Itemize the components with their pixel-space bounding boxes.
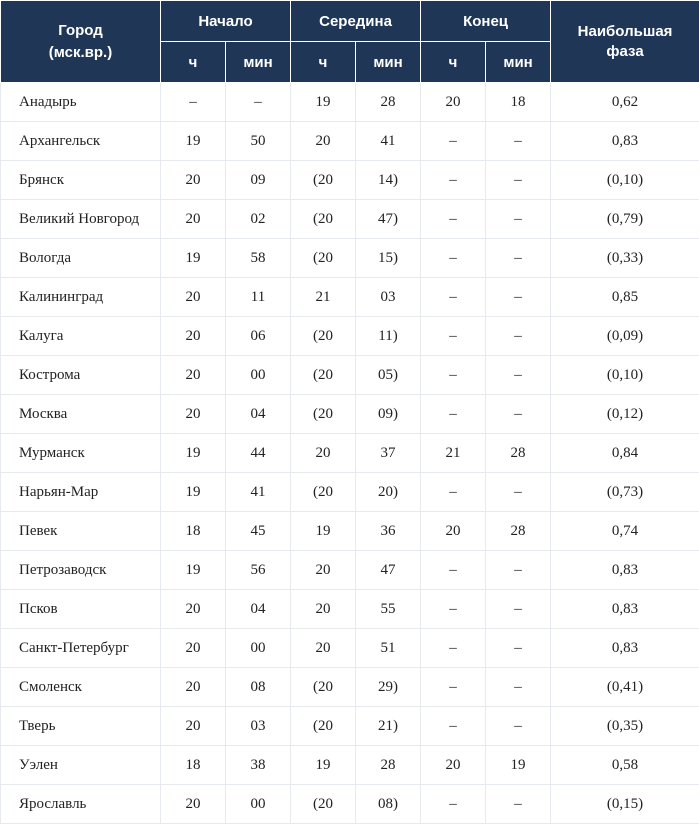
table-body (1, 83, 699, 824)
start-hour-cell: 18 (161, 512, 226, 551)
table-row (1, 473, 699, 512)
end-hour-cell: – (421, 590, 486, 629)
middle-hour-cell: 20 (291, 590, 356, 629)
table-row (1, 356, 699, 395)
start-minute-cell: 06 (226, 317, 291, 356)
max-phase-cell: (0,10) (551, 161, 699, 200)
table-row (1, 200, 699, 239)
city-cell: Смоленск (1, 668, 161, 707)
end-minute-cell: – (486, 239, 551, 278)
max-phase-cell: 0,74 (551, 512, 699, 551)
table-row (1, 551, 699, 590)
middle-minute-cell: 03 (356, 278, 421, 317)
end-hour-cell: 21 (421, 434, 486, 473)
start-minute-cell: 45 (226, 512, 291, 551)
end-minute-cell: – (486, 707, 551, 746)
start-minute-cell: 03 (226, 707, 291, 746)
middle-minute-cell: 47 (356, 551, 421, 590)
max-phase-cell: (0,15) (551, 785, 699, 824)
start-hour-header: ч (161, 42, 226, 83)
max-phase-cell: (0,33) (551, 239, 699, 278)
end-minute-cell: 19 (486, 746, 551, 785)
city-cell: Вологда (1, 239, 161, 278)
start-column-header: Начало (161, 1, 291, 42)
table-row (1, 434, 699, 473)
middle-minute-cell: 09) (356, 395, 421, 434)
max-phase-cell: 0,85 (551, 278, 699, 317)
city-cell: Уэлен (1, 746, 161, 785)
end-hour-header: ч (421, 42, 486, 83)
max-phase-cell: (0,35) (551, 707, 699, 746)
middle-hour-cell: 20 (291, 122, 356, 161)
start-hour-cell: 19 (161, 551, 226, 590)
start-minute-cell: 50 (226, 122, 291, 161)
start-hour-cell: 19 (161, 473, 226, 512)
table-row (1, 629, 699, 668)
start-hour-cell: 20 (161, 590, 226, 629)
end-hour-cell: – (421, 668, 486, 707)
end-minute-cell: – (486, 473, 551, 512)
middle-hour-cell: (20 (291, 473, 356, 512)
end-hour-cell: – (421, 239, 486, 278)
end-hour-cell: – (421, 317, 486, 356)
middle-hour-cell: (20 (291, 239, 356, 278)
end-minute-cell: – (486, 356, 551, 395)
start-hour-cell: 19 (161, 239, 226, 278)
middle-minute-cell: 08) (356, 785, 421, 824)
max-phase-cell: 0,83 (551, 122, 699, 161)
middle-minute-cell: 55 (356, 590, 421, 629)
city-cell: Москва (1, 395, 161, 434)
middle-minute-cell: 14) (356, 161, 421, 200)
max-phase-cell: 0,83 (551, 551, 699, 590)
end-minute-cell: 28 (486, 512, 551, 551)
end-hour-cell: – (421, 395, 486, 434)
start-minute-cell: 00 (226, 356, 291, 395)
start-minute-cell: 04 (226, 395, 291, 434)
middle-minute-cell: 28 (356, 83, 421, 122)
end-hour-cell: – (421, 473, 486, 512)
middle-hour-cell: (20 (291, 395, 356, 434)
city-header-sublabel: (мск.вр.) (49, 44, 112, 61)
end-hour-cell: – (421, 200, 486, 239)
max-phase-cell: (0,41) (551, 668, 699, 707)
start-hour-cell: 20 (161, 785, 226, 824)
middle-minute-cell: 47) (356, 200, 421, 239)
middle-hour-cell: 19 (291, 746, 356, 785)
end-minute-cell: – (486, 668, 551, 707)
middle-minute-cell: 36 (356, 512, 421, 551)
start-hour-cell: 18 (161, 746, 226, 785)
city-cell: Калининград (1, 278, 161, 317)
start-hour-cell: 20 (161, 395, 226, 434)
start-minute-cell: 04 (226, 590, 291, 629)
city-cell: Калуга (1, 317, 161, 356)
middle-minute-cell: 05) (356, 356, 421, 395)
city-cell: Тверь (1, 707, 161, 746)
table-row (1, 239, 699, 278)
phase-header-line1: Наибольшая (578, 23, 673, 40)
city-header-label: Город (58, 22, 103, 39)
start-minute-cell: 58 (226, 239, 291, 278)
start-hour-cell: 19 (161, 434, 226, 473)
middle-minute-cell: 15) (356, 239, 421, 278)
start-minute-cell: 41 (226, 473, 291, 512)
table-row (1, 161, 699, 200)
table-row (1, 278, 699, 317)
middle-column-header: Середина (291, 1, 421, 42)
end-minute-cell: – (486, 278, 551, 317)
max-phase-cell: 0,83 (551, 629, 699, 668)
end-hour-cell: – (421, 161, 486, 200)
max-phase-cell: (0,12) (551, 395, 699, 434)
start-hour-cell: – (161, 83, 226, 122)
phase-header-line2: фаза (606, 43, 643, 60)
middle-hour-cell: 20 (291, 629, 356, 668)
start-minute-cell: 11 (226, 278, 291, 317)
end-minute-cell: – (486, 122, 551, 161)
middle-minute-header: мин (356, 42, 421, 83)
middle-minute-cell: 37 (356, 434, 421, 473)
end-hour-cell: – (421, 122, 486, 161)
middle-hour-cell: (20 (291, 356, 356, 395)
middle-minute-cell: 20) (356, 473, 421, 512)
end-minute-cell: – (486, 161, 551, 200)
middle-hour-cell: 20 (291, 434, 356, 473)
city-column-header (1, 1, 161, 83)
max-phase-cell: 0,84 (551, 434, 699, 473)
start-minute-cell: – (226, 83, 291, 122)
table-row (1, 122, 699, 161)
city-cell: Архангельск (1, 122, 161, 161)
start-minute-cell: 02 (226, 200, 291, 239)
end-minute-cell: 18 (486, 83, 551, 122)
end-hour-cell: – (421, 785, 486, 824)
end-hour-cell: 20 (421, 512, 486, 551)
city-cell: Мурманск (1, 434, 161, 473)
city-cell: Брянск (1, 161, 161, 200)
city-cell: Великий Новгород (1, 200, 161, 239)
start-hour-cell: 20 (161, 356, 226, 395)
max-phase-cell: (0,79) (551, 200, 699, 239)
table-row (1, 746, 699, 785)
start-hour-cell: 19 (161, 122, 226, 161)
middle-hour-header: ч (291, 42, 356, 83)
middle-minute-cell: 41 (356, 122, 421, 161)
end-minute-header: мин (486, 42, 551, 83)
start-hour-cell: 20 (161, 668, 226, 707)
end-hour-cell: – (421, 629, 486, 668)
table-row (1, 668, 699, 707)
end-hour-cell: – (421, 707, 486, 746)
table-row (1, 317, 699, 356)
end-minute-cell: 28 (486, 434, 551, 473)
middle-minute-cell: 21) (356, 707, 421, 746)
middle-minute-cell: 28 (356, 746, 421, 785)
end-minute-cell: – (486, 200, 551, 239)
city-cell: Санкт-Петербург (1, 629, 161, 668)
city-cell: Анадырь (1, 83, 161, 122)
start-minute-cell: 00 (226, 785, 291, 824)
start-hour-cell: 20 (161, 629, 226, 668)
start-hour-cell: 20 (161, 317, 226, 356)
start-minute-cell: 56 (226, 551, 291, 590)
middle-hour-cell: 19 (291, 83, 356, 122)
max-phase-cell: (0,73) (551, 473, 699, 512)
middle-minute-cell: 29) (356, 668, 421, 707)
city-cell: Ярославль (1, 785, 161, 824)
start-minute-cell: 09 (226, 161, 291, 200)
start-minute-cell: 44 (226, 434, 291, 473)
start-hour-cell: 20 (161, 161, 226, 200)
start-hour-cell: 20 (161, 707, 226, 746)
middle-hour-cell: (20 (291, 200, 356, 239)
end-hour-cell: 20 (421, 83, 486, 122)
max-phase-cell: 0,58 (551, 746, 699, 785)
max-phase-cell: (0,09) (551, 317, 699, 356)
table-header (1, 1, 699, 83)
end-column-header: Конец (421, 1, 551, 42)
middle-hour-cell: 19 (291, 512, 356, 551)
middle-minute-cell: 51 (356, 629, 421, 668)
city-cell: Нарьян-Мар (1, 473, 161, 512)
end-hour-cell: 20 (421, 746, 486, 785)
start-minute-cell: 08 (226, 668, 291, 707)
max-phase-cell: (0,10) (551, 356, 699, 395)
end-minute-cell: – (486, 590, 551, 629)
end-minute-cell: – (486, 395, 551, 434)
middle-hour-cell: (20 (291, 317, 356, 356)
table-row (1, 512, 699, 551)
middle-minute-cell: 11) (356, 317, 421, 356)
start-minute-header: мин (226, 42, 291, 83)
middle-hour-cell: (20 (291, 785, 356, 824)
table-row (1, 83, 699, 122)
max-phase-cell: 0,62 (551, 83, 699, 122)
start-hour-cell: 20 (161, 200, 226, 239)
end-minute-cell: – (486, 785, 551, 824)
max-phase-cell: 0,83 (551, 590, 699, 629)
end-minute-cell: – (486, 317, 551, 356)
end-minute-cell: – (486, 551, 551, 590)
middle-hour-cell: 20 (291, 551, 356, 590)
city-cell: Псков (1, 590, 161, 629)
city-cell: Кострома (1, 356, 161, 395)
table-row (1, 785, 699, 824)
middle-hour-cell: 21 (291, 278, 356, 317)
end-hour-cell: – (421, 278, 486, 317)
middle-hour-cell: (20 (291, 668, 356, 707)
city-cell: Певек (1, 512, 161, 551)
table-row (1, 395, 699, 434)
start-minute-cell: 00 (226, 629, 291, 668)
table-row (1, 707, 699, 746)
city-cell: Петрозаводск (1, 551, 161, 590)
phase-column-header (551, 1, 699, 83)
end-hour-cell: – (421, 356, 486, 395)
middle-hour-cell: (20 (291, 707, 356, 746)
start-minute-cell: 38 (226, 746, 291, 785)
end-minute-cell: – (486, 629, 551, 668)
start-hour-cell: 20 (161, 278, 226, 317)
middle-hour-cell: (20 (291, 161, 356, 200)
table-row (1, 590, 699, 629)
end-hour-cell: – (421, 551, 486, 590)
